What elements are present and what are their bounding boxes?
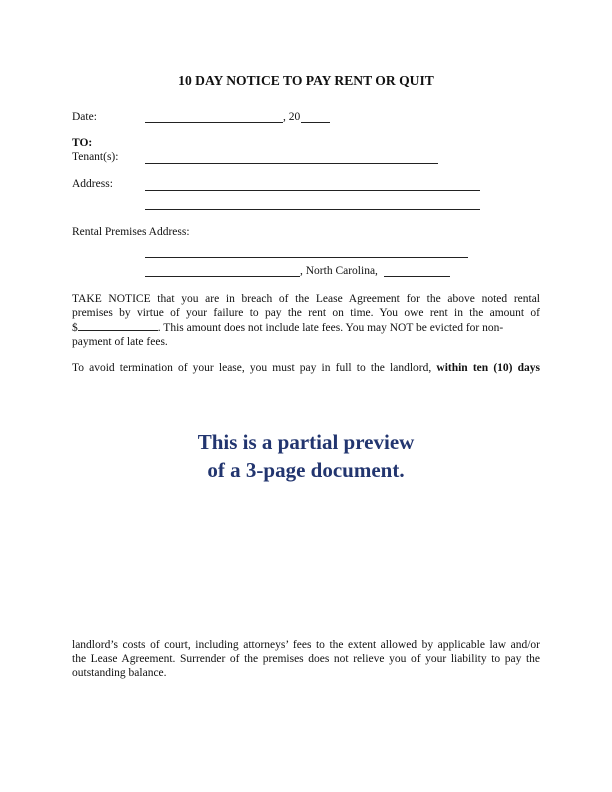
preview-line-1: This is a partial preview (197, 430, 415, 454)
notice-line-1: TAKE NOTICE that you are in breach of the Lease Agreement for the above noted rental (72, 293, 540, 305)
rental-address-blank-1[interactable] (145, 257, 468, 258)
notice-line-3 (72, 320, 540, 334)
rental-premises-label: Rental Premises Address: (72, 226, 190, 238)
notice-line-3-text: . This amount does not include late fees. You may NOT be evicted for non- (157, 322, 504, 335)
closing-paragraph (72, 638, 540, 681)
state-text: , North Carolina, (300, 265, 378, 277)
address-blank-1[interactable] (145, 190, 480, 191)
year-blank[interactable] (301, 122, 330, 123)
tenants-blank[interactable] (145, 163, 438, 164)
dollar-sign: $ (72, 322, 78, 335)
partial-preview-notice (0, 428, 612, 484)
closing-line-2: the Lease Agreement. Surrender of the premises does not relieve you of your liability to pay the (72, 653, 540, 666)
address-label: Address: (72, 178, 113, 190)
notice-paragraph (72, 292, 540, 349)
rent-amount-blank[interactable] (78, 320, 158, 331)
rental-city-blank[interactable] (145, 276, 300, 277)
closing-line-1: landlord’s costs of court, including attorneys’ fees to the extent allowed by applicable law and/or (72, 639, 540, 651)
date-label: Date: (72, 111, 97, 123)
tenants-label: Tenant(s): (72, 151, 119, 163)
notice-line-2: premises by virtue of your failure to pay the rent on time. You owe rent in the amount of (72, 307, 540, 320)
address-blank-2[interactable] (145, 209, 480, 210)
date-blank[interactable] (145, 122, 283, 123)
closing-line-3: outstanding balance. (72, 667, 167, 680)
date-year-prefix: , 20 (283, 111, 301, 123)
document-title: 10 DAY NOTICE TO PAY RENT OR QUIT (178, 73, 434, 88)
preview-line-2: of a 3-page document. (207, 458, 405, 482)
avoid-bold-text: within ten (10) days (436, 362, 540, 374)
zip-blank[interactable] (384, 276, 450, 277)
avoid-termination-paragraph (72, 361, 540, 375)
avoid-text: To avoid termination of your lease, you must pay in full to the landlord, (72, 362, 432, 374)
to-label: TO: (72, 137, 93, 149)
notice-line-4: payment of late fees. (72, 335, 168, 348)
